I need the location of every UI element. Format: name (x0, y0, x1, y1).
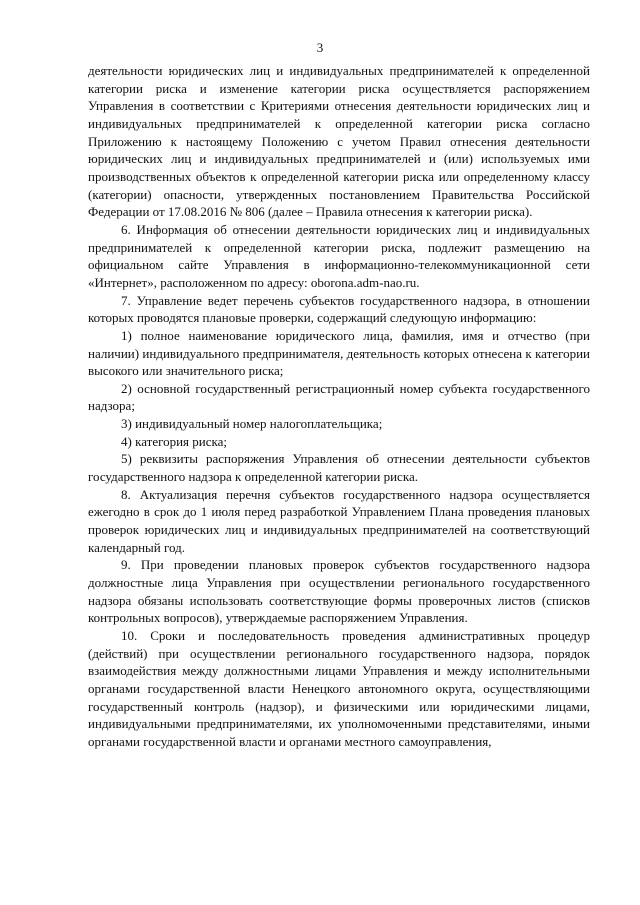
paragraph-item-7: 7. Управление ведет перечень субъектов государственного надзора, в отношении которых проводятся плановые проверки, содержащий следующую информацию: (88, 292, 590, 326)
list-item-4: 4) категория риска; (121, 433, 228, 449)
list-item-1: 1) полное наименование юридического лица, фамилия, имя и отчество (при наличии) индивидуального предпринимателя, деятельность которых отнесена к категории высокого или значительного риска; (88, 327, 590, 379)
list-item-2: 2) основной государственный регистрационный номер субъекта государственного надзора; (88, 380, 590, 414)
paragraph-item-6: 6. Информация об отнесении деятельности юридических лиц и индивидуальных предпринимателей к определенной категории риска, подлежит размещению на официальном сайте Управления в информационно-телекоммуникационной сети «Интернет», расположенном по адресу: oborona.adm-nao.ru. (88, 221, 590, 290)
list-item-5: 5) реквизиты распоряжения Управления об отнесении деятельности субъектов государственного надзора к определенной категории риска. (88, 451, 590, 485)
paragraph-criteria-continuation: деятельности юридических лиц и индивидуальных предпринимателей к определенной категории риска и изменение категории риска осуществляется распоряжением Управления в соответствии с Критериями отнесения деятельности юридических лиц и индивидуальных предпринимателей к определенной категории риска согласно Приложению к настоящему Положению с учетом Правил отнесения деятельности юридических лиц и индивидуальных предпринимателей и (или) используемых ими производственных объектов к определенной категории риска или определенному классу (категории) опасности, утвержденных постановлением Правительства Российской Федерации от 17.08.2016 № 806 (далее – Правила отнесения к категории риска). (88, 63, 590, 220)
document-body (88, 62, 590, 751)
paragraph-item-8: 8. Актуализация перечня субъектов государственного надзора осуществляется ежегодно в срок до 1 июля перед разработкой Управлением Плана проведения плановых проверок юридических лиц и индивидуальных предпринимателей на соответствующий календарный год. (88, 486, 590, 555)
paragraph-item-10: 10. Сроки и последовательность проведения административных процедур (действий) при осуществлении регионального государственного надзора, порядок взаимодействия между должностными лицами Управления и между исполнительными органами государственной власти Ненецкого автономного округа, осуществляющими государственный контроль (надзор), и физическими или юридическими лицами, индивидуальными предпринимателями, их уполномоченными представителями, иными органами государственной власти и органами местного самоуправления, (88, 628, 590, 749)
list-item-3: 3) индивидуальный номер налогоплательщика; (121, 416, 383, 432)
paragraph-item-9: 9. При проведении плановых проверок субъектов государственного надзора должностные лица Управления при осуществлении регионального государственного надзора обязаны использовать соответствующие формы проверочных листов (списков контрольных вопросов), утверждаемые распоряжением Управления. (88, 557, 590, 626)
page-number: 3 (316, 40, 324, 55)
